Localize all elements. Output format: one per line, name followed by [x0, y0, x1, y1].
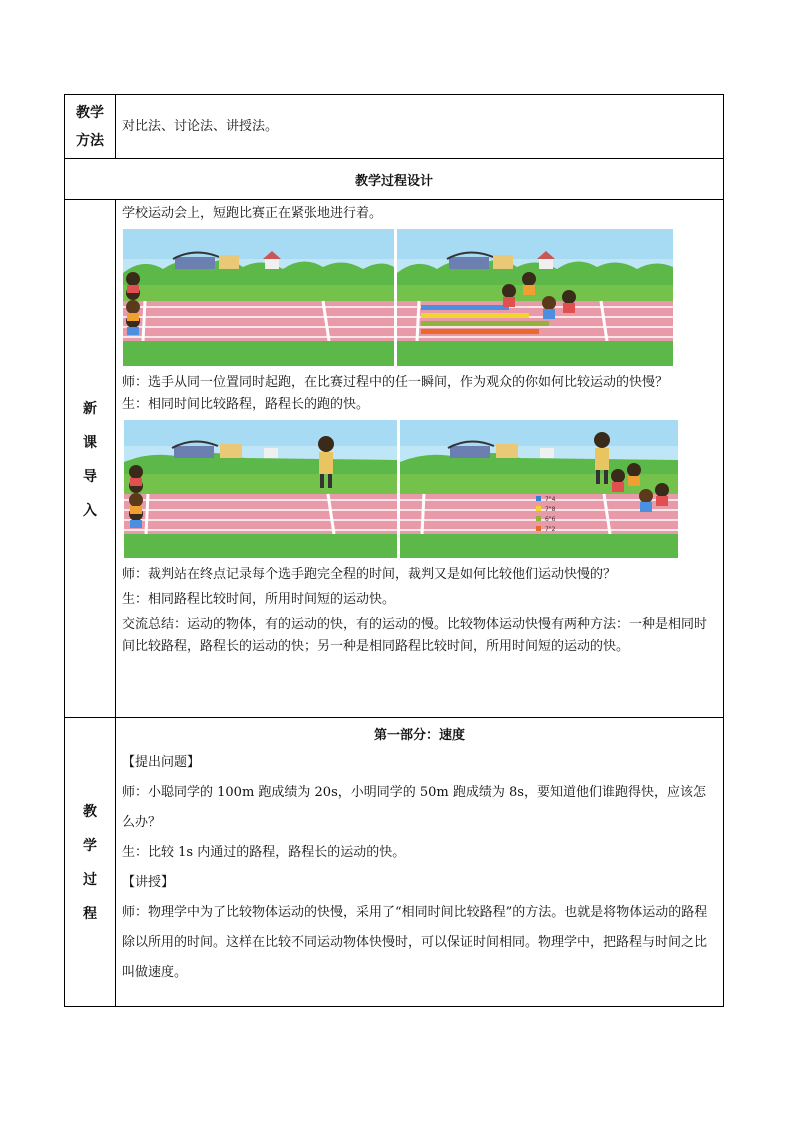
intro-label-char-1: 新	[83, 400, 97, 417]
race-start-image	[123, 229, 394, 366]
intro-paragraph-3: 生：相同时间比较路程，路程长的跑的快。	[122, 397, 370, 412]
score-swatch-1	[536, 496, 541, 501]
intro-paragraph-4: 师：裁判站在终点记录每个选手跑完全程的时间，裁判又是如何比较他们运动快慢的？	[122, 567, 617, 582]
score-swatch-3	[536, 516, 541, 521]
process-paragraph-2: 生：比较 1s 内通过的路程，路程长的运动的快。	[122, 845, 406, 860]
intro-label-char-3: 导	[83, 468, 97, 485]
race-images-row-2	[124, 420, 717, 558]
process-label-char-3: 过	[83, 872, 97, 888]
intro-label-char-2: 课	[83, 434, 97, 451]
design-title: 教学过程设计	[354, 173, 433, 189]
score-3: 6"6	[545, 516, 556, 523]
method-label-line-2: 方法	[76, 132, 104, 149]
intro-label-char-4: 入	[83, 502, 97, 519]
process-label-char-1: 教	[83, 804, 97, 820]
intro-paragraph-2: 师：选手从同一位置同时起跑，在比赛过程中的任一瞬间，作为观众的你如何比较运动的快慢？	[122, 375, 669, 390]
process-section-title: 第一部分：速度	[373, 728, 465, 743]
intro-paragraph-5: 生：相同路程比较时间，所用时间短的运动快。	[122, 592, 396, 607]
race-images-row-1	[123, 229, 717, 366]
score-swatch-2	[536, 506, 541, 511]
lesson-document	[64, 94, 723, 1007]
lesson-table	[64, 94, 724, 1007]
process-label-cell	[65, 718, 116, 1007]
method-value-cell	[116, 95, 724, 159]
intro-content-cell	[116, 200, 724, 718]
method-value: 对比法、讨论法、讲授法。	[122, 118, 279, 134]
design-title-cell	[65, 159, 724, 200]
process-heading-question: 【提出问题】	[122, 755, 201, 770]
process-label-char-2: 学	[83, 838, 97, 854]
method-label-cell	[65, 95, 116, 159]
process-paragraph-3: 师：物理学中为了比较物体运动的快慢，采用了“相同时间比较路程”的方法。也就是将物体运动的路程除以所用的时间。这样在比较不同运动物体快慢时，可以保证时间相同。物理学中，把路程与时间之比叫做速度。	[122, 905, 708, 980]
method-label-line-1: 教学	[76, 104, 104, 121]
score-swatch-4	[536, 526, 541, 531]
process-heading-lecture: 【讲授】	[122, 875, 175, 890]
referee-start-image	[124, 420, 397, 558]
score-4: 7"2	[545, 526, 556, 533]
intro-paragraph-6: 交流总结：运动的物体，有的运动的快，有的运动的慢。比较物体运动快慢有两种方法：一种是相同时间比较路程，路程长的运动的快；另一种是相同路程比较时间，所用时间短的运动的快。	[122, 617, 708, 654]
process-content-cell	[116, 718, 724, 1007]
score-1: 7"4	[545, 496, 556, 503]
intro-label-cell	[65, 200, 116, 718]
referee-finish-image	[400, 420, 678, 558]
intro-paragraph-1: 学校运动会上，短跑比赛正在紧张地进行着。	[122, 206, 383, 221]
race-midway-image	[397, 229, 673, 366]
score-2: 7"8	[545, 506, 556, 513]
process-paragraph-1: 师：小聪同学的 100m 跑成绩为 20s，小明同学的 50m 跑成绩为 8s，要知道他们谁跑得快，应该怎么办？	[122, 785, 706, 830]
process-label-char-4: 程	[83, 906, 97, 922]
